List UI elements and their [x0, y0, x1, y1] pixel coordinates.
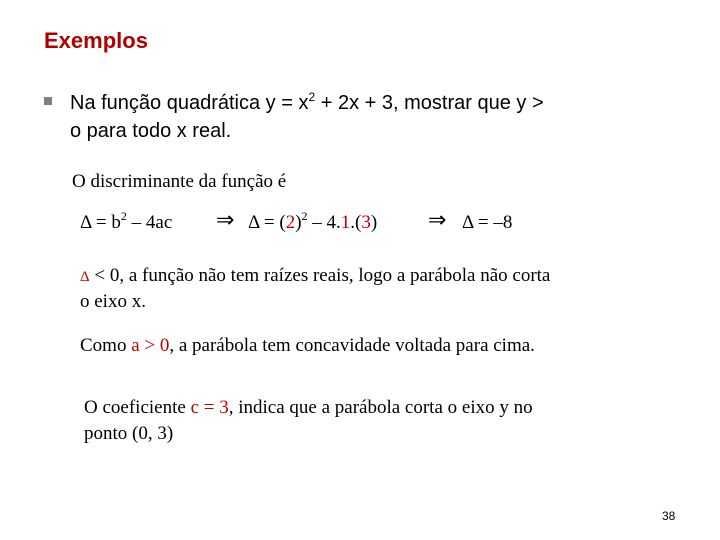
conclusion-part: O coeficiente	[84, 397, 191, 418]
conclusion-part: < 0	[89, 265, 120, 286]
formula-part: = (	[259, 212, 286, 233]
exponent: 2	[308, 90, 316, 104]
conclusion-part: , a função não tem raízes reais, logo a parábola não corta	[119, 265, 551, 286]
intro-text: O discriminante da função é	[72, 171, 287, 192]
bullet-text-part: Na função quadrática y = x	[70, 92, 309, 114]
delta-symbol: Δ	[462, 212, 474, 233]
formula-2	[248, 209, 378, 234]
highlight-value: 3	[361, 212, 371, 233]
bullet-marker	[44, 97, 52, 105]
page-number: 38	[662, 509, 676, 523]
formula-part: )	[295, 212, 302, 233]
formula-part: .(	[350, 212, 362, 233]
conclusion-3-line-1	[84, 397, 533, 419]
conclusion-2	[80, 335, 535, 357]
formula-part: = –8	[473, 212, 513, 233]
formula-part: – 4ac	[126, 212, 173, 233]
bullet-text-part: + 2x + 3, mostrar que y >	[315, 92, 544, 114]
delta-symbol: Δ	[248, 212, 260, 233]
highlight-value: c = 3	[190, 397, 229, 418]
conclusion-part: , a parábola tem concavidade voltada para cima.	[169, 335, 535, 356]
formula-1	[80, 209, 173, 234]
highlight-value: 2	[285, 212, 296, 233]
formula-part: – 4.	[307, 212, 341, 233]
formula-part: = b	[91, 212, 121, 233]
formula-part: )	[370, 212, 378, 233]
conclusion-1-line-1	[80, 265, 550, 287]
implies-arrow-1: ⇒	[216, 207, 235, 232]
conclusion-3-line-2: ponto (0, 3)	[84, 423, 174, 444]
bullet-text-line-2: o para todo x real.	[70, 120, 232, 142]
formula-3	[462, 212, 512, 234]
conclusion-part: , indica que a parábola corta o eixo y no	[228, 397, 533, 418]
slide-title: Exemplos	[44, 28, 148, 53]
exponent: 2	[120, 209, 127, 223]
implies-arrow-2: ⇒	[428, 207, 447, 232]
highlight-value: 1	[340, 212, 351, 233]
bullet-text-line-1	[70, 89, 544, 117]
highlight-value: a > 0	[131, 335, 170, 356]
exponent: 2	[301, 209, 308, 223]
delta-symbol: Δ	[80, 212, 92, 233]
conclusion-1-line-2: o eixo x.	[80, 291, 146, 312]
delta-symbol: Δ	[80, 269, 90, 285]
conclusion-part: Como	[80, 335, 132, 356]
